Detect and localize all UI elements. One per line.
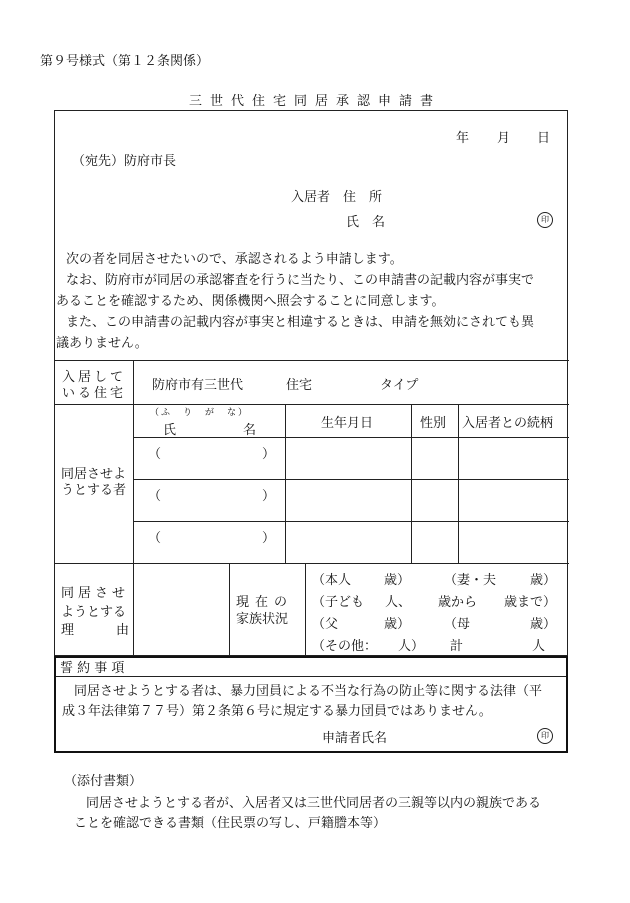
vow-heading: 誓 約 事 項 xyxy=(60,661,125,676)
name-column-right: 名 xyxy=(243,423,257,438)
family-spouse: （妻・夫 xyxy=(444,573,497,588)
reason-label-line2: ようとする xyxy=(61,605,127,620)
date-month-label: 月 xyxy=(497,131,511,146)
resident-name-label: 氏 名 xyxy=(346,215,386,230)
seal-mark-icon: 印 xyxy=(537,728,553,744)
reason-label-line3a: 理 xyxy=(61,623,75,638)
reason-label-line1: 同居させ xyxy=(61,586,130,601)
reason-label-line3b: 由 xyxy=(116,623,130,638)
intro-line: あることを確認するため、関係機関へ照会することに同意します。 xyxy=(56,294,445,309)
cohabitants-label-line1: 同居させよ xyxy=(61,467,127,482)
row2-paren-close: ） xyxy=(262,489,276,504)
vow-heading-divider xyxy=(56,676,566,677)
furigana-label: （ふ り が な） xyxy=(150,408,250,418)
family-total-label: 計 xyxy=(450,639,464,654)
resident-address-label: 入居者 住 所 xyxy=(291,190,383,205)
form-number: 第９号様式（第１２条関係） xyxy=(40,54,210,69)
housing-prefix: 防府市有三世代 xyxy=(152,378,244,393)
document-title: 三世代住宅同居承認申請書 xyxy=(188,94,441,109)
family-status-label-line2: 家族状況 xyxy=(236,612,289,627)
relation-column-header: 入居者との続柄 xyxy=(462,416,554,431)
date-day-label: 日 xyxy=(537,131,551,146)
housing-mid: 住宅 xyxy=(286,378,313,393)
housing-label-line1: 入居して xyxy=(62,370,127,385)
family-other-count: 人） xyxy=(398,639,425,654)
family-children: （子ども xyxy=(312,595,365,610)
family-mother-age: 歳） xyxy=(530,617,557,632)
vow-line1: 同居させようとする者は、暴力団員による不当な行為の防止等に関する法律（平 xyxy=(74,684,543,699)
family-father: （父 xyxy=(312,617,339,632)
row1-paren-open: （ xyxy=(148,447,162,462)
housing-label-line2: いる住宅 xyxy=(62,386,127,401)
divider-name-column xyxy=(285,404,286,563)
attachments-heading: （添付書類） xyxy=(64,774,143,789)
divider-family-status xyxy=(305,563,306,657)
intro-line: 議ありません。 xyxy=(56,336,148,351)
applicant-name-label: 申請者氏名 xyxy=(322,731,388,746)
family-status-label-line1: 現在の xyxy=(236,595,294,610)
seal-mark-icon: 印 xyxy=(537,212,553,228)
intro-line: なお、防府市が同居の承認審査を行うに当たり、この申請書の記載内容が事実で xyxy=(66,273,535,288)
family-children-from: 歳から xyxy=(438,595,478,610)
addressee: （宛先）防府市長 xyxy=(72,154,177,169)
row3-paren-close: ） xyxy=(262,531,276,546)
sex-column-header: 性別 xyxy=(420,416,447,431)
attachments-line1: 同居させようとする者が、入居者又は三世代同居者の三親等以内の親族である xyxy=(86,796,542,811)
family-total-count: 人 xyxy=(532,639,546,654)
divider-dob-column xyxy=(411,404,412,563)
row2-paren-open: （ xyxy=(148,489,162,504)
family-mother: （母 xyxy=(444,617,471,632)
divider-col-header xyxy=(133,437,569,438)
divider-label-column xyxy=(133,360,134,657)
divider-reason-text xyxy=(229,563,230,657)
intro-paragraph xyxy=(56,249,535,354)
family-self: （本人 xyxy=(312,573,352,588)
attachments-line2: ことを確認できる書類（住民票の写し、戸籍謄本等） xyxy=(74,816,387,831)
cohabitants-label-line2: うとする者 xyxy=(61,483,127,498)
intro-line: 次の者を同居させたいので、承認されるよう申請します。 xyxy=(66,252,403,267)
family-father-age: 歳） xyxy=(384,617,411,632)
name-column-left: 氏 xyxy=(163,423,177,438)
vow-line2: 成３年法律第７７号）第２条第６号に規定する暴力団員ではありません。 xyxy=(62,704,492,719)
dob-column-header: 生年月日 xyxy=(321,416,374,431)
family-children-to: 歳まで） xyxy=(504,595,557,610)
divider-row-2 xyxy=(133,521,569,522)
intro-line: また、この申請書の記載内容が事実と相違するときは、申請を無効にされても異 xyxy=(66,315,535,330)
family-self-age: 歳） xyxy=(384,573,411,588)
row1-paren-close: ） xyxy=(262,447,276,462)
divider-row-1 xyxy=(133,479,569,480)
family-spouse-age: 歳） xyxy=(530,573,557,588)
row3-paren-open: （ xyxy=(148,531,162,546)
housing-suffix: タイプ xyxy=(380,378,419,393)
family-children-count: 人、 xyxy=(385,595,412,610)
family-other: （その他： xyxy=(312,639,378,654)
date-year-label: 年 xyxy=(456,131,470,146)
divider-sex-column xyxy=(458,404,459,563)
